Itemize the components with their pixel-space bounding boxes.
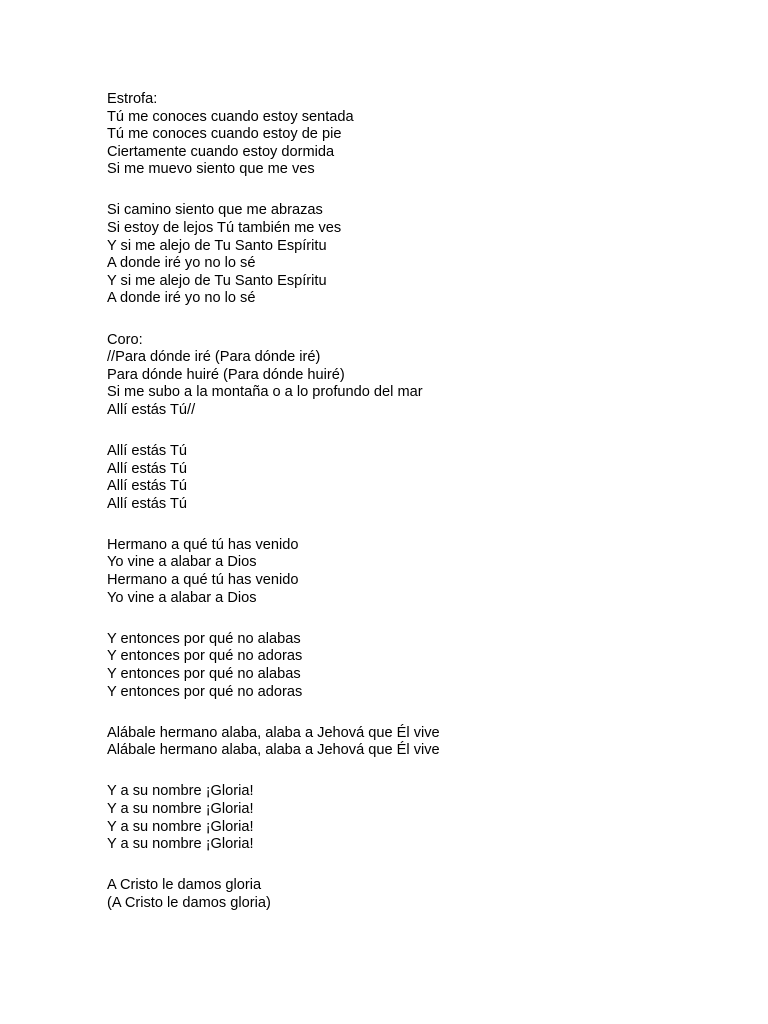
lyric-line: Y entonces por qué no adoras — [107, 683, 303, 700]
lyric-line: A Cristo le damos gloria — [107, 877, 262, 894]
lyric-line: Si me muevo siento que me ves — [107, 161, 315, 178]
lyric-line: A donde iré yo no lo sé — [107, 255, 256, 272]
stanza-5 — [107, 537, 707, 607]
lyric-line: Yo vine a alabar a Dios — [107, 589, 257, 606]
lyric-line: Y a su nombre ¡Gloria! — [107, 783, 254, 800]
stanza-heading: Estrofa: — [107, 91, 158, 107]
lyric-line: (A Cristo le damos gloria) — [107, 894, 271, 911]
stanza-coro — [107, 332, 707, 420]
stanza-9 — [107, 877, 707, 912]
lyric-line: Si estoy de lejos Tú también me ves — [107, 220, 342, 237]
lyric-line: Hermano a qué tú has venido — [107, 572, 299, 589]
lyric-line: Para dónde huiré (Para dónde huiré) — [107, 366, 345, 383]
lyric-line: Yo vine a alabar a Dios — [107, 554, 257, 571]
lyric-line: Alábale hermano alaba, alaba a Jehová que Él vive — [107, 724, 440, 741]
stanza-heading: Coro: — [107, 331, 143, 348]
lyric-line: Ciertamente cuando estoy dormida — [107, 143, 335, 160]
lyric-line: Si camino siento que me abrazas — [107, 202, 323, 219]
lyric-line: Y entonces por qué no alabas — [107, 630, 301, 647]
lyric-line: Alábale hermano alaba, alaba a Jehová que Él vive — [107, 742, 440, 759]
lyric-line: Tú me conoces cuando estoy de pie — [107, 126, 342, 143]
lyric-line: //Para dónde iré (Para dónde iré) — [107, 349, 321, 366]
lyric-line: Y si me alejo de Tu Santo Espíritu — [107, 237, 327, 254]
stanza-7 — [107, 725, 707, 760]
lyric-line: A donde iré yo no lo sé — [107, 290, 256, 307]
lyric-line: Y a su nombre ¡Gloria! — [107, 836, 254, 853]
lyric-line: Y entonces por qué no adoras — [107, 648, 303, 665]
lyric-line: Si me subo a la montaña o a lo profundo del mar — [107, 384, 423, 401]
lyric-line: Allí estás Tú// — [107, 401, 196, 418]
lyric-line: Y si me alejo de Tu Santo Espíritu — [107, 272, 327, 289]
lyric-line: Allí estás Tú — [107, 460, 188, 477]
lyrics-body — [107, 91, 707, 936]
lyric-line: Allí estás Tú — [107, 495, 188, 512]
lyric-line: Allí estás Tú — [107, 478, 188, 495]
stanza-2 — [107, 202, 707, 308]
lyric-line: Y entonces por qué no alabas — [107, 665, 301, 682]
lyric-line: Allí estás Tú — [107, 443, 188, 459]
stanza-8 — [107, 783, 707, 853]
lyric-line: Y a su nombre ¡Gloria! — [107, 800, 254, 817]
stanza-estrofa — [107, 91, 707, 179]
stanza-6 — [107, 631, 707, 701]
lyric-line: Hermano a qué tú has venido — [107, 536, 299, 553]
lyric-line: Tú me conoces cuando estoy sentada — [107, 108, 354, 125]
lyric-line: Y a su nombre ¡Gloria! — [107, 818, 254, 835]
stanza-4 — [107, 443, 707, 513]
